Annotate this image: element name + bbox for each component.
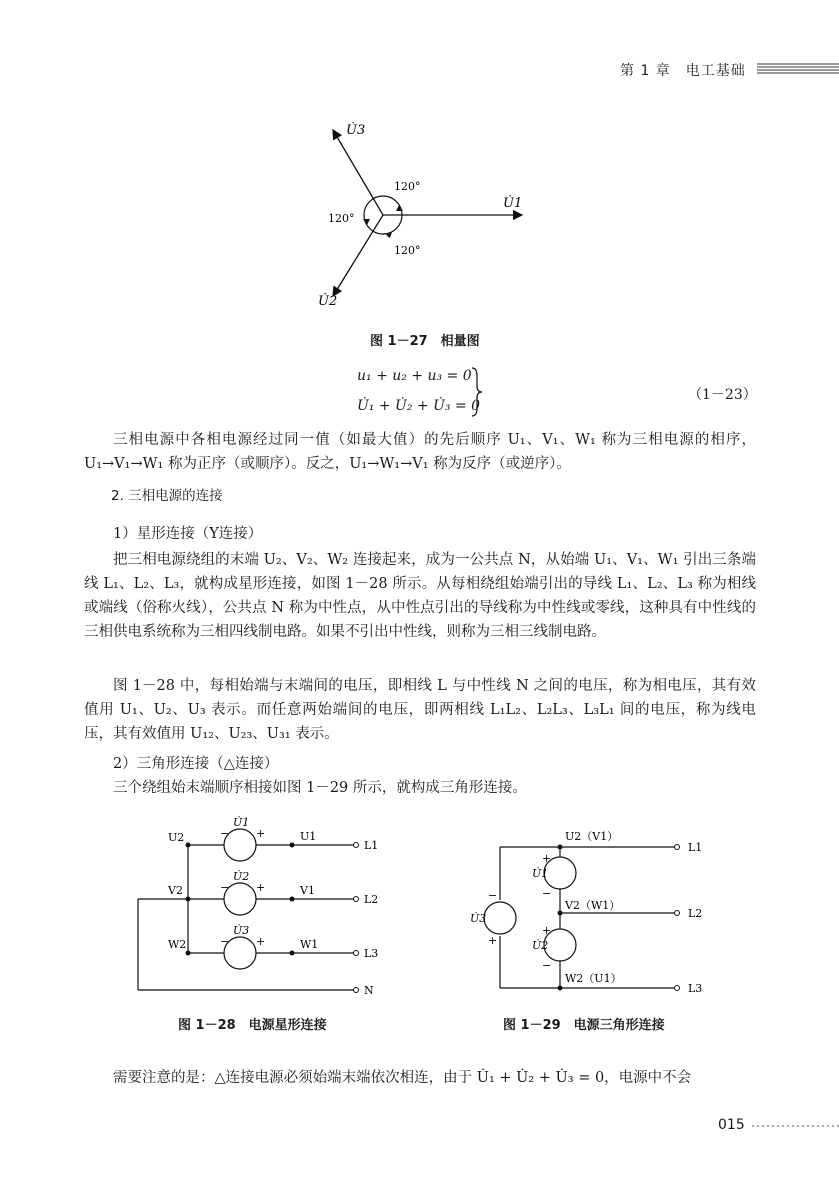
label-v2: V2 xyxy=(168,884,183,897)
svg-text:−: − xyxy=(542,887,552,900)
delta-source-label-u2: U̇2 xyxy=(532,939,549,952)
source-label-u3: U̇3 xyxy=(233,924,250,937)
label-l3: L3 xyxy=(364,947,379,960)
node-label-u2v1: U2（V1） xyxy=(565,830,619,843)
svg-text:−: − xyxy=(220,935,230,948)
node-label-w2u1: W2（U1） xyxy=(565,972,622,985)
phasor-label-u1: U̇1 xyxy=(503,196,523,211)
header-rule-lines xyxy=(757,62,839,76)
page-number: 015 xyxy=(718,1117,745,1133)
label-w1: W1 xyxy=(300,938,319,951)
phasor-u2-arrow xyxy=(333,215,383,296)
phasor-label-u2: U̇2 xyxy=(318,294,338,309)
paragraph-phase-sequence: 三相电源中各相电源经过同一值（如最大值）的先后顺序 U₁、V₁、W₁ 称为三相电源的相序，U₁→V₁→W₁ 称为正序（或顺序）。反之，U₁→W₁→V₁ 称为反序（或逆序）。 xyxy=(84,432,756,472)
phasor-diagram xyxy=(300,110,540,315)
paragraph-delta-note: 需要注意的是：△连接电源必须始端末端依次相连，由于 U̇₁ + U̇₂ + U̇₃ = 0，电源中不会 xyxy=(113,1070,692,1086)
node-label-v2w1: V2（W1） xyxy=(565,899,621,912)
source-label-u2: U̇2 xyxy=(233,870,250,883)
angle-label-top: 120° xyxy=(394,180,421,193)
phasor-u3-arrow xyxy=(333,130,383,215)
subheading-delta: 2）三角形连接（△连接） xyxy=(113,756,279,772)
phasor-label-u3: U̇3 xyxy=(346,123,366,138)
figure-caption-1-28: 图 1－28 电源星形连接 xyxy=(178,1018,327,1033)
source-label-u1: U̇1 xyxy=(233,816,250,829)
label-l1: L1 xyxy=(364,839,379,852)
svg-text:+: + xyxy=(542,924,552,937)
label-u2: U2 xyxy=(168,831,185,844)
paragraph-delta-connection: 三个绕组始末端顺序相接如图 1－29 所示，就构成三角形连接。 xyxy=(113,780,527,796)
label-l2: L2 xyxy=(364,893,379,906)
figure-caption-1-27: 图 1－27 相量图 xyxy=(370,334,480,349)
paragraph-phase-voltage: 图 1－28 中，每相始端与末端间的电压，即相线 L 与中性线 N 之间的电压，称为相电压，其有效值用 U₁、U₂、U₃ 表示。而任意两始端间的电压，即两相线 L₁L₂、L₂L₃、L₃L₁ 间的电压，称为线电压，其有效值用 U₁₂、U₂₃、U₃₁ 表示。 xyxy=(84,678,756,742)
svg-text:+: + xyxy=(256,881,266,894)
equation-brace xyxy=(470,366,484,418)
chapter-header: 第 1 章 电工基础 xyxy=(620,63,746,79)
angle-label-left: 120° xyxy=(328,212,355,225)
label-w2: W2 xyxy=(168,938,187,951)
equation-line-1: u₁ + u₂ + u₃ = 0 xyxy=(357,368,472,384)
label-n: N xyxy=(364,984,374,997)
delta-source-label-u1: U̇1 xyxy=(532,867,549,880)
delta-label-l2: L2 xyxy=(688,907,703,920)
figure-caption-1-29: 图 1－29 电源三角形连接 xyxy=(503,1018,665,1033)
subheading-star: 1）星形连接（Y连接） xyxy=(113,526,263,542)
svg-text:+: + xyxy=(256,827,266,840)
delta-label-l3: L3 xyxy=(688,982,703,995)
equation-number: （1－23） xyxy=(688,387,757,403)
svg-text:−: − xyxy=(220,881,230,894)
label-u1: U1 xyxy=(300,830,317,843)
delta-label-l1: L1 xyxy=(688,841,703,854)
paragraph-star-connection: 把三相电源绕组的末端 U₂、V₂、W₂ 连接起来，成为一公共点 N，从始端 U₁、V₁、W₁ 引出三条端线 L₁、L₂、L₃，就构成星形连接，如图 1－28 所示。从每相绕组始端引出的导线 L₁、L₂、L₃ 称为相线或端线（俗称火线），公共点 N 称为中性点，从中性点引出的导线称为中性线或零线，这种具有中性线的三相供电系统称为三相四线制电路。如果不引出中性线，则称为三相三线制电路。 xyxy=(84,552,756,640)
star-connection-circuit xyxy=(130,815,390,1000)
equation-line-2: U̇₁ + U̇₂ + U̇₃ = 0 xyxy=(357,398,481,414)
svg-text:−: − xyxy=(488,889,498,902)
label-v1: V1 xyxy=(300,884,315,897)
footer-dotted-line xyxy=(752,1125,839,1127)
svg-text:+: + xyxy=(256,935,266,948)
svg-text:+: + xyxy=(542,852,552,865)
section-heading-connection: 2. 三相电源的连接 xyxy=(111,488,223,504)
angle-label-bottom: 120° xyxy=(394,244,421,257)
delta-source-label-u3: U̇3 xyxy=(470,912,487,925)
svg-text:−: − xyxy=(220,827,230,840)
svg-text:+: + xyxy=(488,934,498,947)
svg-text:−: − xyxy=(542,959,552,972)
delta-connection-circuit xyxy=(460,825,720,1000)
